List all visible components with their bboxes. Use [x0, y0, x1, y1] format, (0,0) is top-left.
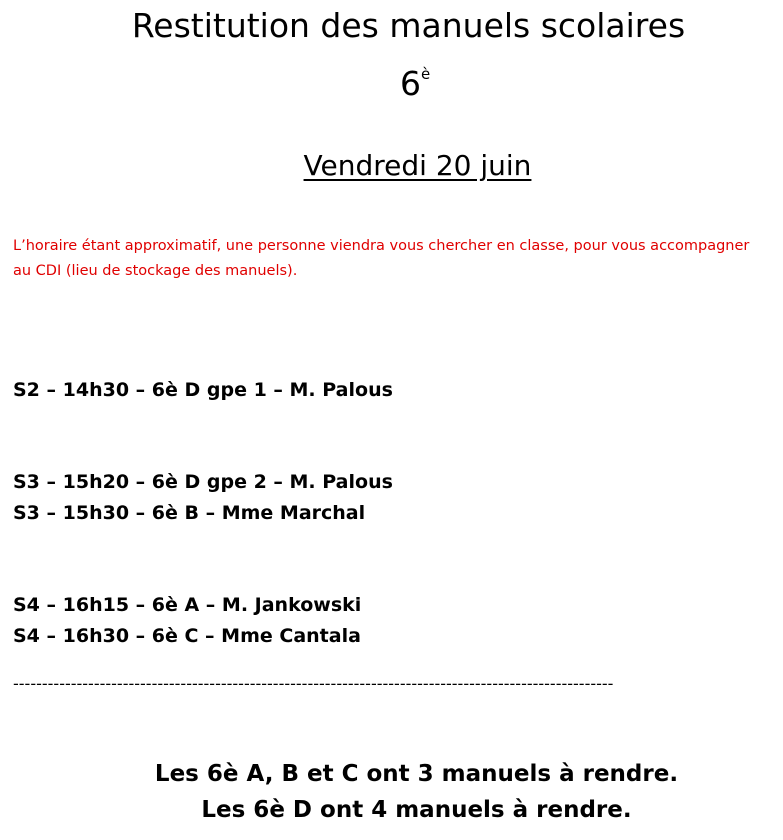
schedule-item: S4 – 16h15 – 6è A – M. Jankowski [13, 594, 362, 616]
info-note: L’horaire étant approximatif, une personne viendra vous chercher en classe, pour vous accompagner au CDI (lieu de stockage des manuels). [13, 238, 750, 279]
schedule-item: S2 – 14h30 – 6è D gpe 1 – M. Palous [13, 379, 393, 401]
schedule-item: S3 – 15h20 – 6è D gpe 2 – M. Palous [13, 471, 393, 493]
grade-heading [400, 58, 430, 104]
grade-number: 6 [400, 64, 421, 103]
dashed-separator: -------------------------------------------------------------------------------------------------------- [13, 674, 614, 693]
date-text: Vendredi 20 juin [303, 149, 532, 182]
summary-line: Les 6è A, B et C ont 3 manuels à rendre. [154, 761, 679, 787]
page-title: Restitution des manuels scolaires [131, 6, 686, 45]
grade-suffix: è [421, 65, 431, 83]
schedule-item: S3 – 15h30 – 6è B – Mme Marchal [13, 502, 366, 524]
summary-line: Les 6è D ont 4 manuels à rendre. [201, 797, 632, 823]
schedule-item: S4 – 16h30 – 6è C – Mme Cantala [13, 625, 361, 647]
date-heading [0, 148, 783, 184]
